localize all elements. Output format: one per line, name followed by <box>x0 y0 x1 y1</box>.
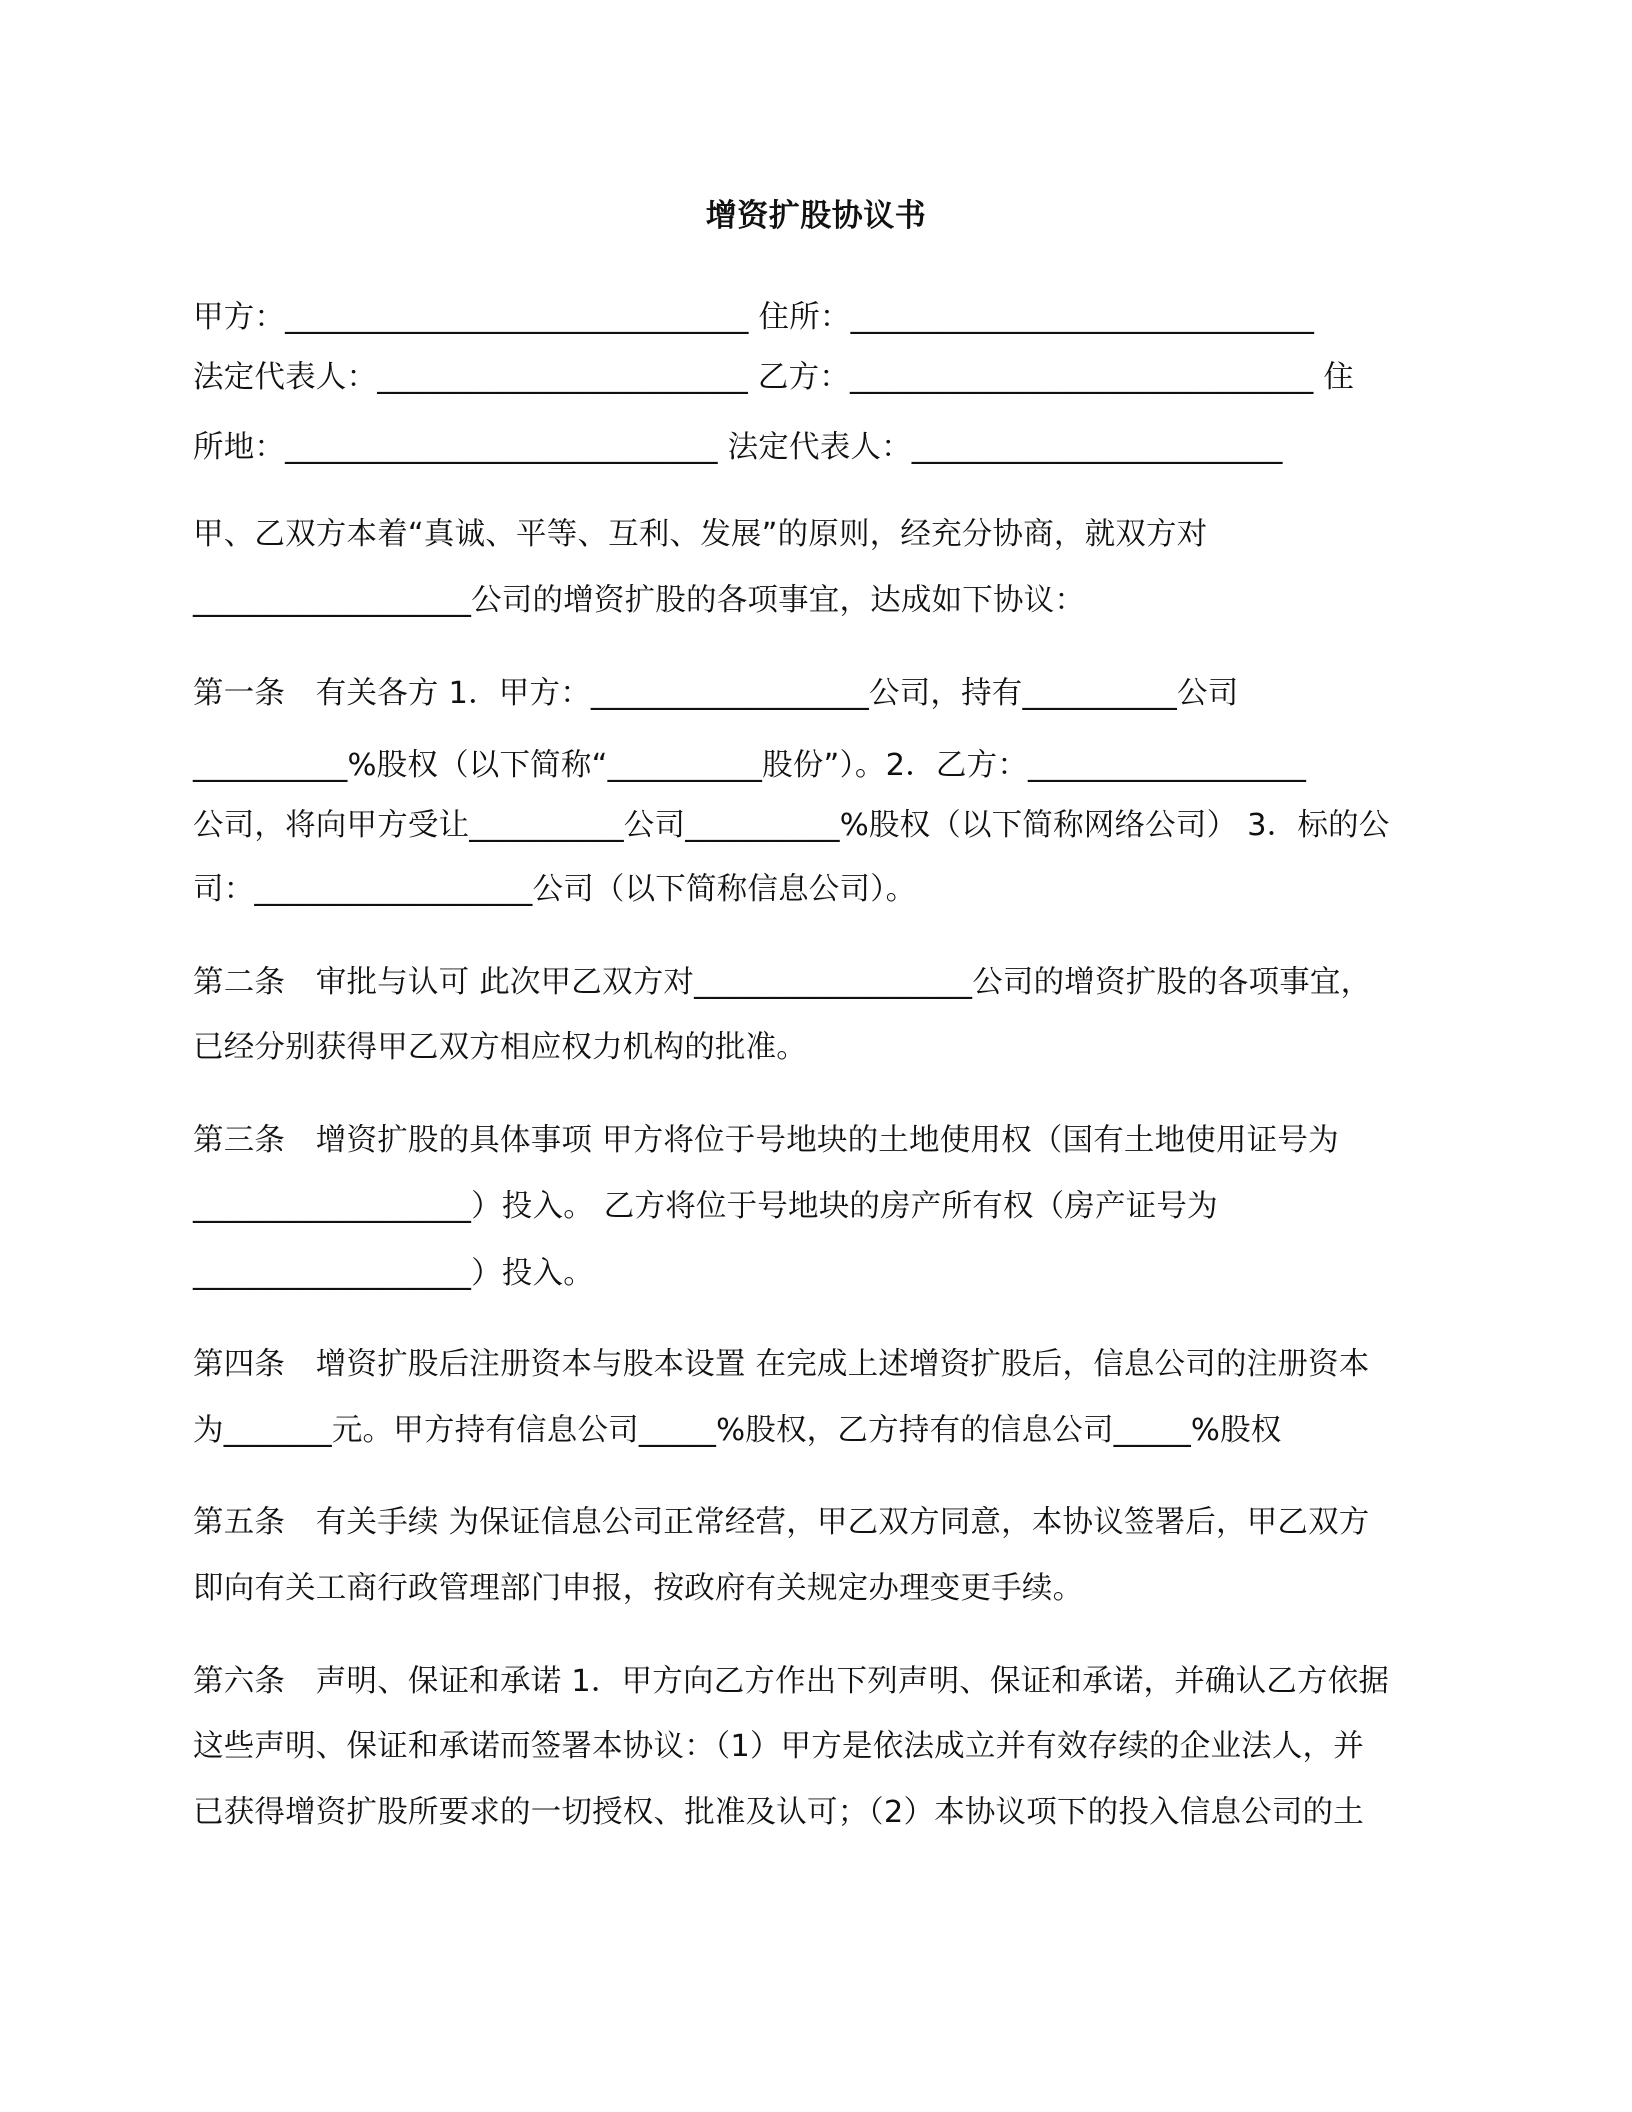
article-6-line-3: 已获得增资扩股所要求的一切授权、批准及认可；（2）本协议项下的投入信息公司的土 <box>193 1795 1364 1830</box>
article-6-line-1: 第六条 声明、保证和承诺 1．甲方向乙方作出下列声明、保证和承诺，并确认乙方依据 <box>193 1664 1390 1699</box>
article-3-line-1: 第三条 增资扩股的具体事项 甲方将位于号地块的土地使用权（国有土地使用证号为 <box>193 1123 1339 1158</box>
party-b-address-line: 所地：____________________________ 法定代表人：________________________ <box>193 430 1283 465</box>
article-5-line-1: 第五条 有关手续 为保证信息公司正常经营，甲乙双方同意，本协议签署后，甲乙双方 <box>193 1505 1370 1540</box>
article-5-line-2: 即向有关工商行政管理部门申报，按政府有关规定办理变更手续。 <box>193 1571 1084 1606</box>
preamble-line-2: __________________公司的增资扩股的各项事宜，达成如下协议： <box>193 583 1086 618</box>
document-title: 增资扩股协议书 <box>705 198 927 234</box>
article-6-line-2: 这些声明、保证和承诺而签署本协议：（1）甲方是依法成立并有效存续的企业法人，并 <box>193 1729 1364 1764</box>
article-1-line-4: 司：__________________公司（以下简称信息公司）。 <box>193 872 917 907</box>
article-2-line-1: 第二条 审批与认可 此次甲乙双方对__________________公司的增资扩股的各项事宜， <box>193 965 1372 1000</box>
party-a-rep-line: 法定代表人：________________________ 乙方：______________________________ 住 <box>193 360 1355 395</box>
preamble-line-1: 甲、乙双方本着“真诚、平等、互利、发展”的原则，经充分协商，就双方对 <box>193 517 1208 552</box>
party-a-line: 甲方：______________________________ 住所：______________________________ <box>193 300 1315 335</box>
article-4-line-2: 为_______元。甲方持有信息公司_____%股权，乙方持有的信息公司_____%股权 <box>193 1413 1282 1448</box>
article-3-line-3: __________________）投入。 <box>193 1256 594 1291</box>
article-4-line-1: 第四条 增资扩股后注册资本与股本设置 在完成上述增资扩股后，信息公司的注册资本 <box>193 1347 1370 1382</box>
article-1-line-2: __________%股权（以下简称“__________股份”）。2．乙方：__________________ <box>193 748 1307 783</box>
article-3-line-2: __________________）投入。 乙方将位于号地块的房产所有权（房产证号为 <box>193 1189 1218 1224</box>
article-1-line-3: 公司，将向甲方受让__________公司__________%股权（以下简称网络公司） 3．标的公 <box>193 808 1390 843</box>
article-1-line-1: 第一条 有关各方 1．甲方：__________________公司，持有__________公司 <box>193 676 1239 711</box>
article-2-line-2: 已经分别获得甲乙双方相应权力机构的批准。 <box>193 1030 807 1065</box>
